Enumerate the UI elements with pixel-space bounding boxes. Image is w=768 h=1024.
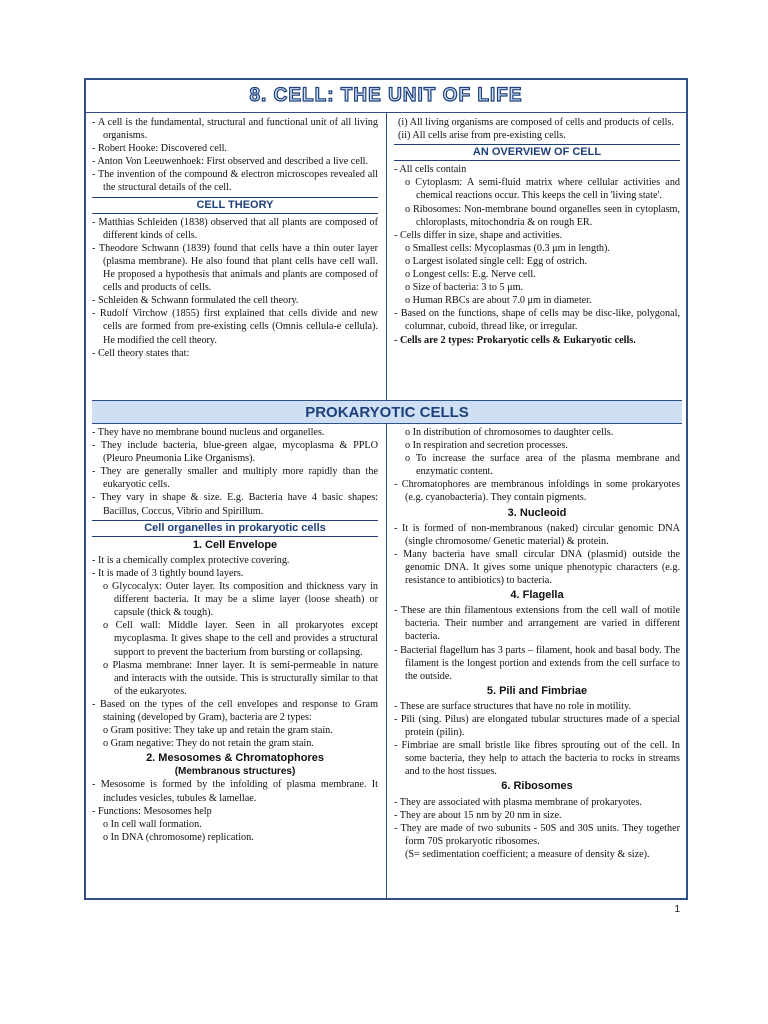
list-item: - Cells are 2 types: Prokaryotic cells & Eukaryotic cells.	[394, 334, 680, 347]
right-column-top	[394, 116, 680, 347]
list-item: - Cells differ in size, shape and activities.	[394, 229, 680, 242]
list-item: - Theodore Schwann (1839) found that cells have a thin outer layer (plasma membrane). He also found that plant cells have cell wall. He proposed a hypothesis that animals and plants are composed of cells and products of cells.	[92, 242, 378, 294]
list-item: - It is formed of non-membranous (naked) circular genomic DNA (single chromosome/ Genetic material) & protein.	[394, 522, 680, 548]
subheading-pili: 5. Pili and Fimbriae	[486, 684, 588, 697]
list-item: o Cytoplasm: A semi-fluid matrix where cellular activities and chemical reactions occur. This keeps the cell in 'living state'.	[394, 176, 680, 202]
list-item: - All cells contain	[394, 163, 680, 176]
list-item: - Bacterial flagellum has 3 parts – filament, hook and basal body. The filament is the longest portion and extends from the cell surface to the outside.	[394, 644, 680, 683]
list-item: - Based on the functions, shape of cells may be disc-like, polygonal, columnar, cuboid, thread like, or irregular.	[394, 307, 680, 333]
list-item: - Pili (sing. Pilus) are elongated tubular structures made of a special protein (pilin).	[394, 713, 680, 739]
subheading-cell-envelope: 1. Cell Envelope	[192, 538, 278, 551]
list-item: o Glycocalyx: Outer layer. Its composition and thickness vary in different bacteria. It may be a slime layer (loose sheath) or capsule (thick & tough).	[92, 580, 378, 619]
list-item: o Longest cells: E.g. Nerve cell.	[394, 268, 680, 281]
list-item: (ii) All cells arise from pre-existing cells.	[398, 130, 566, 142]
list-item: - They are made of two subunits - 50S and 30S units. They together form 70S prokaryotic ribosomes.	[394, 822, 680, 848]
list-item: o In distribution of chromosomes to daughter cells.	[394, 426, 680, 439]
list-item: o To increase the surface area of the plasma membrane and enzymatic content.	[394, 452, 680, 478]
list-item: - Robert Hooke: Discovered cell.	[92, 142, 378, 155]
list-item: - They are about 15 nm by 20 nm in size.	[394, 809, 680, 822]
section-heading-organelles: Cell organelles in prokaryotic cells	[92, 520, 378, 537]
subheading-flagella: 4. Flagella	[510, 589, 564, 602]
section-banner-prokaryotic: PROKARYOTIC CELLS	[92, 400, 682, 424]
subheading-mesosomes: 2. Mesosomes & Chromatophores	[146, 752, 324, 765]
section-heading-cell-theory: CELL THEORY	[92, 197, 378, 214]
list-item: - The invention of the compound & electron microscopes revealed all the structural details of the cell.	[92, 168, 378, 194]
list-item: - These are thin filamentous extensions from the cell wall of motile bacteria. Their number and arrangement are varied in different bacteria.	[394, 604, 680, 643]
list-item: - They have no membrane bound nucleus and organelles.	[92, 426, 378, 439]
list-item: - They are generally smaller and multiply more rapidly than the eukaryotic cells.	[92, 465, 378, 491]
list-item: (i) All living organisms are composed of cells and products of cells.	[398, 117, 674, 128]
list-item: o In respiration and secretion processes.	[394, 439, 680, 452]
list-item: o Plasma membrane: Inner layer. It is semi-permeable in nature and interacts with the outside. This is structurally similar to that of the eukaryotes.	[92, 659, 378, 698]
column-divider	[386, 424, 387, 898]
right-column-bottom	[394, 426, 680, 861]
list-item: o In cell wall formation.	[92, 818, 378, 831]
list-item: o In DNA (chromosome) replication.	[92, 831, 378, 844]
list-item: - Many bacteria have small circular DNA (plasmid) outside the genomic DNA. It gives some unique phenotypic characters (e.g. resistance to antibiotics) to bacteria.	[394, 548, 680, 587]
list-item: o Ribosomes: Non-membrane bound organelles seen in cytoplasm, chloroplasts, mitochondria & on rough ER.	[394, 203, 680, 229]
list-item: - It is a chemically complex protective covering.	[92, 554, 378, 567]
list-item: - Cell theory states that:	[92, 347, 378, 360]
list-item: - Schleiden & Schwann formulated the cell theory.	[92, 294, 378, 307]
list-item: o Cell wall: Middle layer. Seen in all prokaryotes except mycoplasma. It gives shape to the cell and provides a structural support to prevent the bacterium from bursting or collapsing.	[92, 619, 378, 658]
list-item: - Based on the types of the cell envelopes and response to Gram staining (developed by Gram), bacteria are 2 types:	[92, 698, 378, 724]
list-item: o Largest isolated single cell: Egg of ostrich.	[394, 255, 680, 268]
list-item: - A cell is the fundamental, structural and functional unit of all living organisms.	[92, 116, 378, 142]
list-item: o Human RBCs are about 7.0 μm in diameter.	[394, 294, 680, 307]
column-divider	[386, 113, 387, 400]
left-column-bottom	[92, 426, 378, 844]
list-item: o Smallest cells: Mycoplasmas (0.3 μm in length).	[394, 242, 680, 255]
list-item: - Rudolf Virchow (1855) first explained that cells divide and new cells are formed from pre-existing cells (Omnis cellula-e cellula). He modified the cell theory.	[92, 307, 378, 346]
list-item: - These are surface structures that have no role in motility.	[394, 700, 680, 713]
subheading-membranous: (Membranous structures)	[174, 766, 296, 778]
list-item: o Size of bacteria: 3 to 5 μm.	[394, 281, 680, 294]
list-item: - Functions: Mesosomes help	[92, 805, 378, 818]
note: (S= sedimentation coefficient; a measure of density & size).	[405, 848, 650, 860]
list-item: o Gram positive: They take up and retain the gram stain.	[92, 724, 378, 737]
list-item: - Chromatophores are membranous infoldings in some prokaryotes (e.g. cyanobacteria). They contain pigments.	[394, 478, 680, 504]
list-item: - Fimbriae are small bristle like fibres sprouting out of the cell. In some bacteria, they help to attach the bacteria to rocks in streams and to the host tissues.	[394, 739, 680, 778]
list-item: - It is made of 3 tightly bound layers.	[92, 567, 378, 580]
section-heading-overview: AN OVERVIEW OF CELL	[394, 144, 680, 161]
list-item: - They include bacteria, blue-green algae, mycoplasma & PPLO (Pleuro Pneumonia Like Organisms).	[92, 439, 378, 465]
page-title: 8. CELL: THE UNIT OF LIFE	[84, 80, 688, 113]
subheading-nucleoid: 3. Nucleoid	[507, 506, 567, 519]
left-column-top	[92, 116, 378, 360]
list-item: - Matthias Schleiden (1838) observed that all plants are composed of different kinds of cells.	[92, 216, 378, 242]
list-item: - Anton Von Leeuwenhoek: First observed and described a live cell.	[92, 155, 378, 168]
page-number: 1	[674, 904, 680, 915]
subheading-ribosomes: 6. Ribosomes	[501, 780, 573, 793]
list-item: - They vary in shape & size. E.g. Bacteria have 4 basic shapes: Bacillus, Coccus, Vibrio and Spirillum.	[92, 491, 378, 517]
list-item: - They are associated with plasma membrane of prokaryotes.	[394, 796, 680, 809]
list-item: - Mesosome is formed by the infolding of plasma membrane. It includes vesicles, tubules & lamellae.	[92, 778, 378, 804]
list-item: o Gram negative: They do not retain the gram stain.	[92, 737, 378, 750]
